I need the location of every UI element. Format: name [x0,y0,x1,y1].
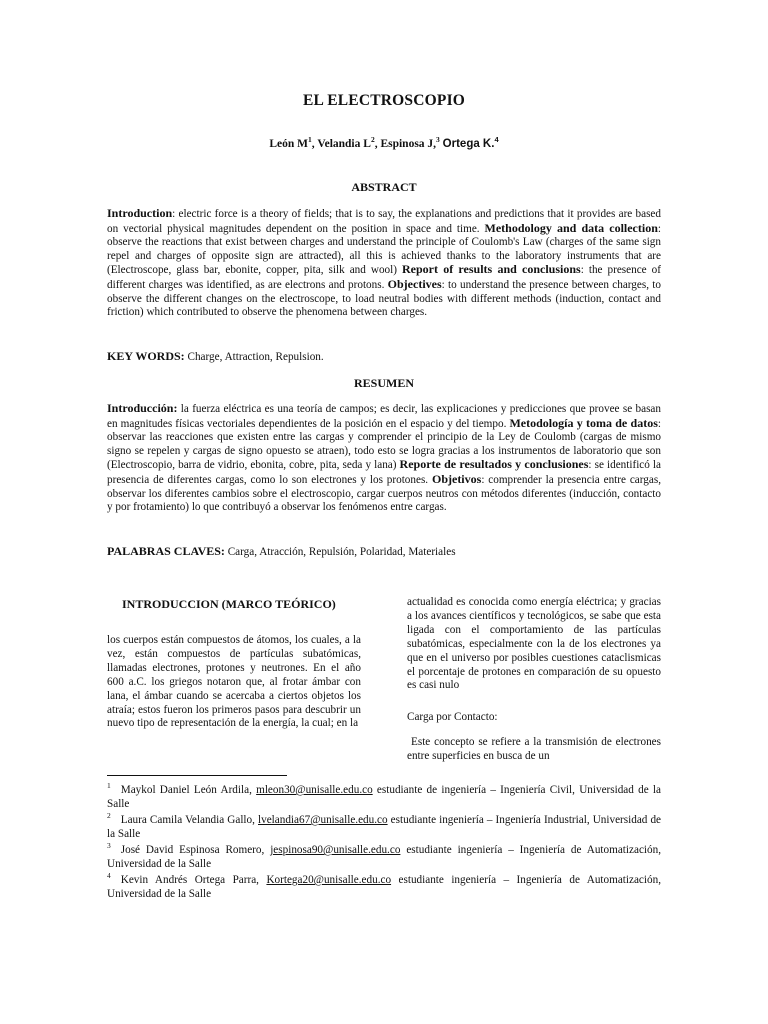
resumen-method-label: Metodología y toma de datos [509,415,658,430]
footnote-1-email[interactable]: mleon30@unisalle.edu.co [256,784,373,796]
footnote-4-text: Kevin Andrés Ortega Parra, [120,874,267,886]
footnote-3-text: José David Espinosa Romero, [120,844,271,856]
resumen-intro-text: la fuerza eléctrica es una teoría de campos; es decir, las explicaciones y predicciones que provee se basan en magnitudes físicas vectoriales dependientes de la posición en el espacio y del tiempo. [107,403,661,430]
resumen-report-text: : se identificó la presencia de diferentes cargas, como lo son electrones y los protones. [107,459,662,486]
footnote-4-affiliation: estudiante ingeniería – Ingeniería de Automatización, Universidad de la Salle [107,874,661,900]
abstract-objectives-text: : to understand the presence between charges, to observe the different changes on the electroscope, to load neutral bodies with different methods (induction, contact and friction) which contributed to observe the phenomena between charges. [107,278,661,319]
footnote-3-mark: 3 [107,841,111,851]
footnote-separator [107,775,287,776]
left-column-text: los cuerpos están compuestos de átomos, los cuales, a la vez, están compuestos de partículas subatómicas, llamadas electrones, protones y neutrones. En el año 600 a.C. los griegos notaron que, al frotar ámbar con lana, el ámbar cuando se acercaba a ciertos objetos los atraía; estos fueron los primeros pasos para descubrir un nuevo tipo de representación de la energía, la cual; en la [107,634,361,730]
right-column-text: actualidad es conocida como energía eléctrica; y gracias a los avances científicos y tecnológicos, se sabe que esta ligada con el comportamiento de las partículas subatómicas, especialmente con la de los electrones ya que en el universo por posibles cuestiones cataclismicas el porcentaje de protones en comparación de su opuesto es casi nulo [407,596,661,692]
palabras-claves-label: PALABRAS CLAVES: [107,544,225,558]
footnote-4 [107,873,661,901]
paper-title: EL ELECTROSCOPIO [302,92,466,109]
footnote-2-text: Laura Camila Velandia Gallo, [120,814,258,826]
right-column-text-2: Este concepto se refiere a la transmisión de electrones entre superficies en busca de un [407,736,661,762]
abstract-objectives-label: Objectives [387,276,442,291]
carga-contacto-heading: Carga por Contacto: [407,711,498,723]
author-1: León M [269,138,309,150]
keywords-label: KEY WORDS: [107,349,185,363]
footnote-1-text: Maykol Daniel León Ardila, [120,784,257,796]
resumen-objectives-label: Objetivos [431,471,482,486]
keywords-text: Charge, Attraction, Repulsion. [184,351,324,363]
abstract-report-text: : the presence of different charges was identified, as are electrons and protons. [107,264,661,291]
footnote-4-mark: 4 [107,871,111,881]
resumen-report-label: Reporte de resultados y conclusiones [399,457,589,472]
palabras-claves-line [107,544,661,559]
resumen-heading: RESUMEN [353,376,414,390]
abstract-intro-label: Introduction [107,206,173,220]
footnote-3 [107,843,661,871]
resumen-intro-label: Introducción: [107,401,178,415]
footnote-1-mark: 1 [107,781,111,791]
footnote-2-email[interactable]: lvelandia67@unisalle.edu.co [258,814,388,826]
footnote-3-affiliation: estudiante ingeniería – Ingeniería de Automatización, Universidad de la Salle [107,844,662,870]
footnote-4-email[interactable]: Kortega20@unisalle.edu.co [266,874,392,886]
author-1-mark: 1 [308,135,312,145]
footnote-1-affiliation: estudiante de ingeniería – Ingeniería Civil, Universidad de la Salle [107,784,662,810]
resumen-method-text: : observar las reacciones que existen entre las cargas y comprender el principio de la Ley de Coulomb (cargas de mismo signo se repelen y cargas de signo opuesto se atraen), todo esto se logra gracias a los instrumentos de laboratorio que son (Electroscopio, barra de vidrio, ebonita, cobre, pita, seda y lana) [107,417,661,472]
abstract-report-label: Report of results and conclusions [402,262,581,277]
footnote-2-mark: 2 [107,811,111,821]
footnote-3-email[interactable]: jespinosa90@unisalle.edu.co [270,844,401,856]
abstract-intro-text: : electric force is a theory of fields; that is to say, the explanations and predictions that it provides are based on vectorial physical magnitudes dependent on the position in space and time. [107,208,661,235]
author-line: León $M^1$, Velandia $L^2$, Espinosa J,$^3$ Ortega K.$^4$ [269,135,499,150]
abstract-paragraph [107,207,661,320]
footnote-2-affiliation: estudiante ingeniería – Ingeniería Industrial, Universidad de la Salle [107,814,662,840]
footnote-2 [107,813,661,841]
author-2-mark: 2 [370,135,375,145]
abstract-method-label: Methodology and data collection [484,220,658,235]
author-3-mark: 3 [436,135,440,145]
footnote-1 [107,783,661,811]
author-4: Ortega K. [442,138,495,150]
palabras-claves-text: Carga, Atracción, Repulsión, Polaridad, Materiales [224,546,456,558]
abstract-method-text: : observe the reactions that exist between charges and understand the principle of Coulomb's Law (charges of the same sign repel and charges of opposite sign are attracted), all this is achieved thanks to the laboratory instruments that are (Electroscope, glass bar, ebonite, copper, pita, silk and wool) [107,222,661,277]
abstract-heading: ABSTRACT [351,180,417,194]
keywords-line [107,349,661,364]
author-3: Espinosa J, [380,138,437,150]
author-4-mark: 4 [494,135,499,145]
resumen-objectives-text: : comprender la presencia entre cargas, observar los diferentes cambios sobre el electroscopio, cargar cuerpos neutros con métodos diferentes (inducción, contacto y por frotamiento) lo que contribuyó a observar los fenómenos entre cargas. [107,473,662,514]
resumen-paragraph [107,402,661,515]
author-2: Velandia L [317,138,371,150]
introduccion-heading: INTRODUCCION (MARCO TEÓRICO) [122,597,336,611]
